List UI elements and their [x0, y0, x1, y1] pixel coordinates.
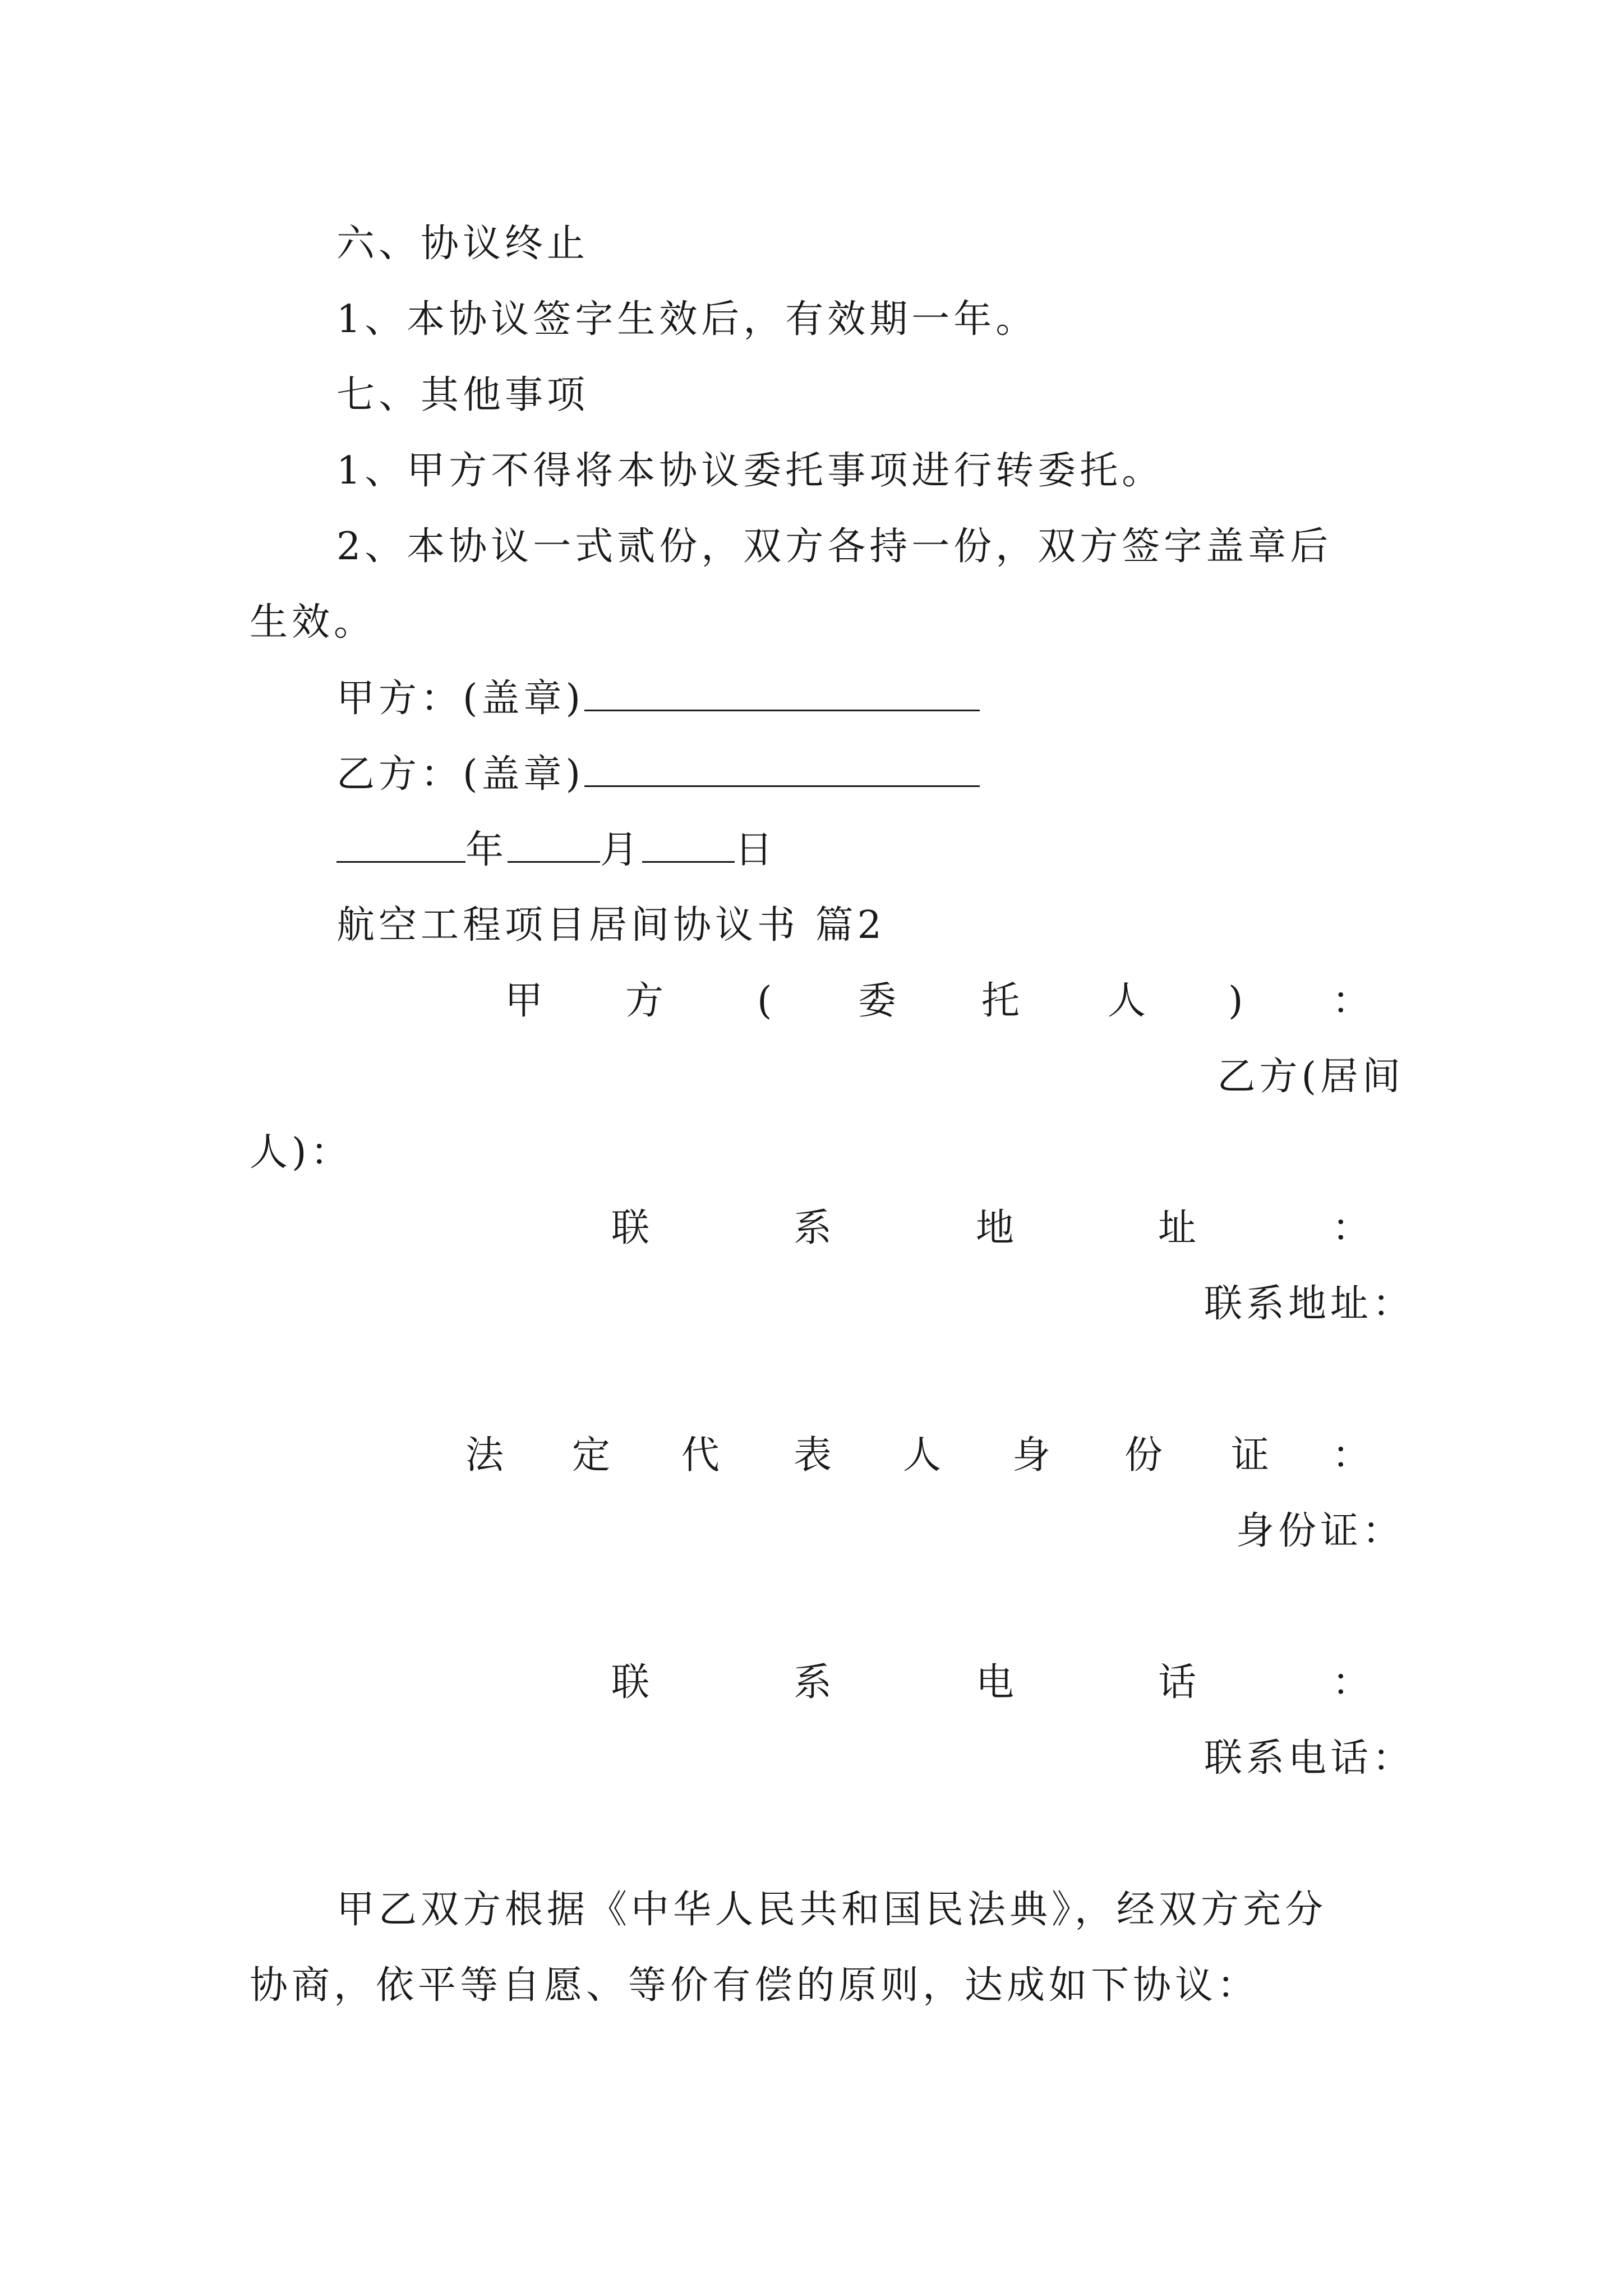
- date-year-label: 年: [465, 828, 508, 872]
- signature-party-a: [336, 670, 980, 726]
- address-spread-line: [0, 1200, 1623, 1257]
- address-right-label: 联系地址：: [1204, 1282, 1414, 1326]
- section-6-item-1: 1、本协议签字生效后，有效期一年。: [336, 297, 1038, 342]
- id-char: ：: [1332, 1433, 1371, 1478]
- id-char: 份: [1124, 1433, 1163, 1478]
- id-char: 定: [572, 1433, 611, 1478]
- phone-char: 电: [976, 1660, 1015, 1705]
- id-char: 表: [794, 1433, 832, 1478]
- section-7-item-2-line-1: 2、本协议一式贰份，双方各持一份，双方签字盖章后: [336, 524, 1332, 569]
- party-b-intermediary-line-2: 人)：: [250, 1130, 353, 1175]
- id-char: 人: [903, 1433, 942, 1478]
- id-spread-line: [0, 1428, 1623, 1484]
- section-7-title: 七、其他事项: [336, 373, 589, 417]
- date-line: [336, 822, 777, 878]
- party-a-char: 甲: [505, 979, 543, 1023]
- address-char: 联: [611, 1206, 650, 1250]
- party-a-char: (: [757, 979, 772, 1023]
- party-a-char: 托: [981, 979, 1020, 1023]
- signature-party-b: [336, 746, 980, 802]
- signature-party-a-blank: [584, 670, 980, 711]
- signature-party-b-blank: [584, 746, 980, 787]
- address-char: 址: [1158, 1206, 1197, 1250]
- intro-line-2: 协商，依平等自愿、等价有偿的原则，达成如下协议：: [250, 1963, 1260, 2008]
- address-char: 系: [794, 1206, 832, 1250]
- party-a-char: 委: [858, 979, 897, 1023]
- article-2-title: 航空工程项目居间协议书 篇2: [336, 903, 886, 947]
- date-year-blank: [336, 822, 465, 863]
- section-7-item-1: 1、甲方不得将本协议委托事项进行转委托。: [336, 449, 1164, 493]
- signature-party-a-label: 甲方：(盖章): [336, 677, 585, 721]
- party-a-char: 人: [1108, 979, 1146, 1023]
- phone-spread-line: [0, 1655, 1623, 1711]
- id-char: 身: [1012, 1433, 1051, 1478]
- address-char: 地: [976, 1206, 1015, 1250]
- date-month-label: 月: [600, 828, 643, 872]
- section-7-item-2-line-2: 生效。: [250, 600, 376, 645]
- section-6-title: 六、协议终止: [336, 222, 589, 266]
- signature-party-b-label: 乙方：(盖章): [336, 752, 585, 797]
- address-char: ：: [1332, 1206, 1371, 1250]
- party-a-char: ：: [1332, 979, 1371, 1023]
- phone-char: 联: [611, 1660, 650, 1705]
- party-a-char: 方: [625, 979, 664, 1023]
- intro-line-1: 甲乙双方根据《中华人民共和国民法典》，经双方充分: [336, 1888, 1327, 1932]
- party-a-char: ): [1228, 979, 1243, 1023]
- phone-char: ：: [1332, 1660, 1371, 1705]
- date-day-label: 日: [735, 828, 777, 872]
- phone-char: 系: [794, 1660, 832, 1705]
- id-char: 代: [681, 1433, 720, 1478]
- id-char: 法: [465, 1433, 504, 1478]
- id-right-label: 身份证：: [1235, 1509, 1404, 1553]
- id-char: 证: [1231, 1433, 1270, 1478]
- phone-char: 话: [1158, 1660, 1197, 1705]
- date-month-blank: [508, 822, 600, 863]
- phone-right-label: 联系电话：: [1204, 1736, 1414, 1780]
- party-b-intermediary-line-1: 乙方(居间: [1217, 1055, 1404, 1099]
- date-day-blank: [642, 822, 735, 863]
- party-a-principal-line: [0, 973, 1623, 1029]
